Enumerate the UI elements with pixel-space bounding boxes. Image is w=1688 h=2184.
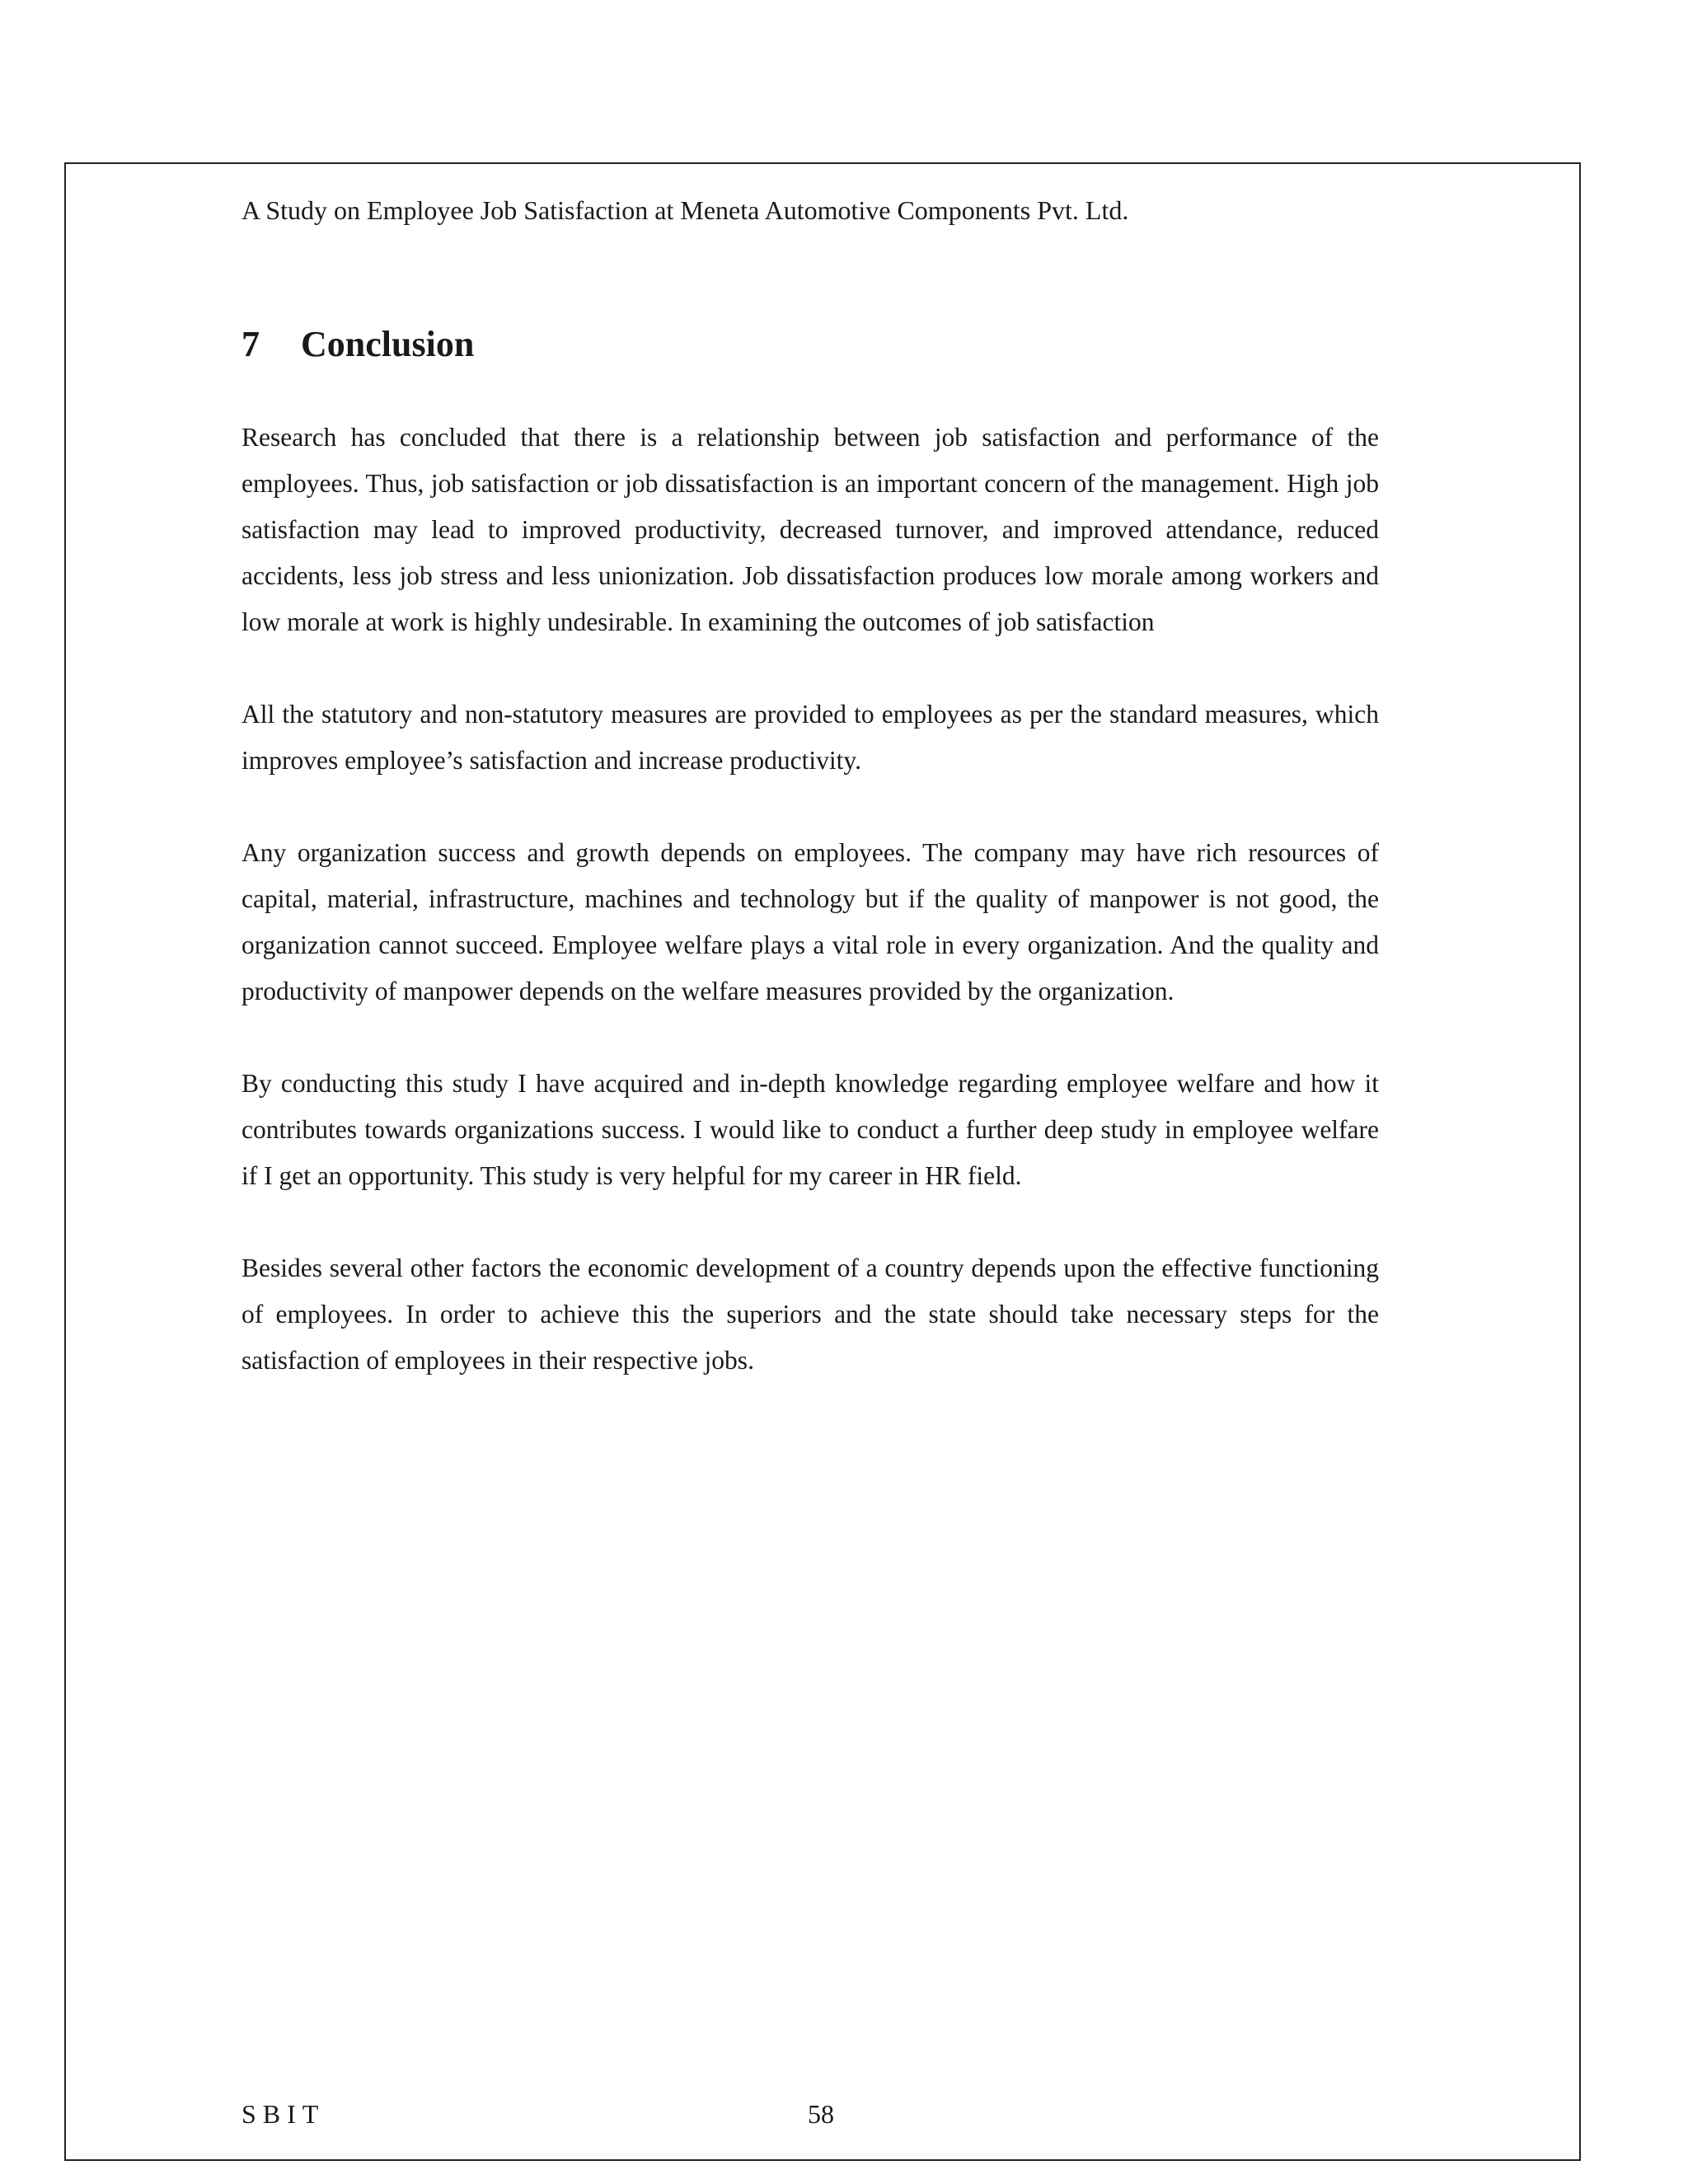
chapter-number: 7: [241, 324, 260, 364]
chapter-heading: [241, 320, 474, 369]
paragraph: Besides several other factors the economic development of a country depends upon the effective functioning of employees. In order to achieve this the superiors and the state should take necessary steps for the satisfaction of employees in their respective jobs.: [241, 1254, 1379, 1375]
running-header: A Study on Employee Job Satisfaction at Meneta Automotive Components Pvt. Ltd.: [241, 195, 1129, 225]
paragraph: Research has concluded that there is a relationship between job satisfaction and performance of the employees. Thus, job satisfaction or job dissatisfaction is an important concern of the management. High job satisfaction may lead to improved productivity, decreased turnover, and improved attendance, reduced accidents, less job stress and less unionization. Job dissatisfaction produces low morale among workers and low morale at work is highly undesirable. In examining the outcomes of job satisfaction: [241, 423, 1379, 636]
paragraph: All the statutory and non-statutory measures are provided to employees as per the standard measures, which improves employee’s satisfaction and increase productivity.: [241, 700, 1379, 775]
body-text: [241, 415, 1379, 1430]
footer-institution: SBIT: [241, 2099, 326, 2129]
paragraph: Any organization success and growth depends on employees. The company may have rich resources of capital, material, infrastructure, machines and technology but if the quality of manpower is not good, the organization cannot succeed. Employee welfare plays a vital role in every organization. And the quality and productivity of manpower depends on the welfare measures provided by the organization.: [241, 838, 1379, 1005]
page-number: 58: [808, 2099, 834, 2129]
chapter-title: Conclusion: [301, 324, 475, 364]
paragraph: By conducting this study I have acquired and in-depth knowledge regarding employee welfare and how it contributes towards organizations success. I would like to conduct a further deep study in employee welfare if I get an opportunity. This study is very helpful for my career in HR field.: [241, 1069, 1379, 1190]
